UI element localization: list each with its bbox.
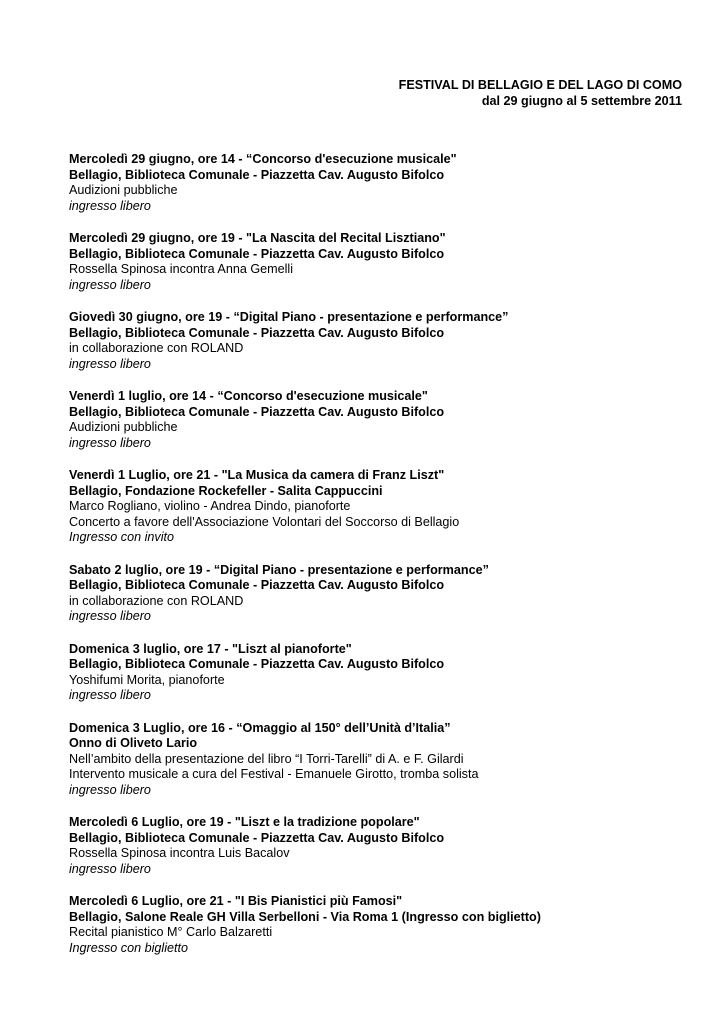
event-detail: Yoshifumi Morita, pianoforte [69, 672, 225, 687]
event-access: ingresso libero [69, 198, 151, 213]
event-venue: Bellagio, Biblioteca Comunale - Piazzetta Cav. Augusto Bifolco [69, 404, 445, 419]
event-detail: Rossella Spinosa incontra Anna Gemelli [69, 262, 294, 276]
event-entry [69, 231, 689, 293]
event-venue: Onno di Oliveto Lario [69, 736, 198, 750]
event-entry [69, 152, 689, 214]
event-entry [69, 468, 689, 546]
event-entry [69, 894, 689, 956]
event-access: ingresso libero [69, 277, 151, 292]
event-venue: Bellagio, Biblioteca Comunale - Piazzetta Cav. Augusto Bifolco [69, 246, 445, 261]
event-title: Domenica 3 Luglio, ore 16 - “Omaggio al 150° dell’Unità d’Italia” [69, 720, 451, 735]
event-entry [69, 721, 689, 799]
event-title: Giovedì 30 giugno, ore 19 - “Digital Piano - presentazione e performance” [69, 310, 509, 324]
event-detail: Intervento musicale a cura del Festival - Emanuele Girotto, tromba solista [69, 767, 479, 781]
event-entry [69, 389, 689, 451]
event-access: ingresso libero [69, 356, 151, 371]
event-access: Ingresso con invito [69, 530, 175, 544]
event-access: ingresso libero [69, 782, 151, 797]
event-detail: Concerto a favore dell'Associazione Volontari del Soccorso di Bellagio [69, 514, 460, 529]
event-title: Mercoledì 29 giugno, ore 14 - “Concorso d'esecuzione musicale" [69, 152, 457, 166]
event-access: ingresso libero [69, 435, 151, 450]
festival-title: FESTIVAL DI BELLAGIO E DEL LAGO DI COMO [398, 78, 682, 92]
festival-dates: dal 29 giugno al 5 settembre 2011 [481, 94, 682, 108]
event-entry [69, 642, 689, 704]
event-detail: in collaborazione con ROLAND [69, 341, 244, 355]
event-access: ingresso libero [69, 861, 151, 876]
event-list [69, 152, 689, 973]
event-access: ingresso libero [69, 688, 151, 702]
event-entry [69, 815, 689, 877]
event-venue: Bellagio, Biblioteca Comunale - Piazzetta Cav. Augusto Bifolco [69, 325, 445, 340]
event-detail: Audizioni pubbliche [69, 183, 178, 197]
event-detail: Rossella Spinosa incontra Luis Bacalov [69, 846, 290, 860]
event-entry [69, 310, 689, 372]
event-detail: Recital pianistico M° Carlo Balzaretti [69, 925, 273, 939]
event-detail: in collaborazione con ROLAND [69, 593, 244, 608]
event-title: Domenica 3 luglio, ore 17 - "Liszt al pianoforte" [69, 641, 352, 656]
event-entry [69, 563, 689, 625]
event-detail: Marco Rogliano, violino - Andrea Dindo, pianoforte [69, 499, 351, 513]
event-title: Venerdì 1 luglio, ore 14 - “Concorso d'esecuzione musicale" [69, 389, 428, 403]
event-title: Mercoledì 6 Luglio, ore 21 - "I Bis Pianistici più Famosi" [69, 894, 403, 908]
event-venue: Bellagio, Salone Reale GH Villa Serbelloni - Via Roma 1 (Ingresso con biglietto) [69, 909, 541, 924]
event-access: ingresso libero [69, 609, 151, 623]
event-title: Mercoledì 6 Luglio, ore 19 - "Liszt e la tradizione popolare" [69, 815, 420, 829]
event-venue: Bellagio, Biblioteca Comunale - Piazzetta Cav. Augusto Bifolco [69, 830, 445, 845]
event-access: Ingresso con biglietto [69, 940, 189, 955]
event-title: Venerdì 1 Luglio, ore 21 - "La Musica da camera di Franz Liszt" [69, 468, 445, 482]
event-detail: Nell’ambito della presentazione del libro “I Torri-Tarelli” di A. e F. Gilardi [69, 751, 464, 766]
event-venue: Bellagio, Fondazione Rockefeller - Salita Cappuccini [69, 483, 383, 498]
event-venue: Bellagio, Biblioteca Comunale - Piazzetta Cav. Augusto Bifolco [69, 167, 445, 182]
event-title: Mercoledì 29 giugno, ore 19 - "La Nascita del Recital Lisztiano" [69, 231, 446, 245]
document-header [399, 77, 682, 109]
event-detail: Audizioni pubbliche [69, 420, 178, 434]
event-venue: Bellagio, Biblioteca Comunale - Piazzetta Cav. Augusto Bifolco [69, 657, 445, 671]
event-venue: Bellagio, Biblioteca Comunale - Piazzetta Cav. Augusto Bifolco [69, 578, 445, 592]
event-title: Sabato 2 luglio, ore 19 - “Digital Piano - presentazione e performance” [69, 562, 489, 577]
